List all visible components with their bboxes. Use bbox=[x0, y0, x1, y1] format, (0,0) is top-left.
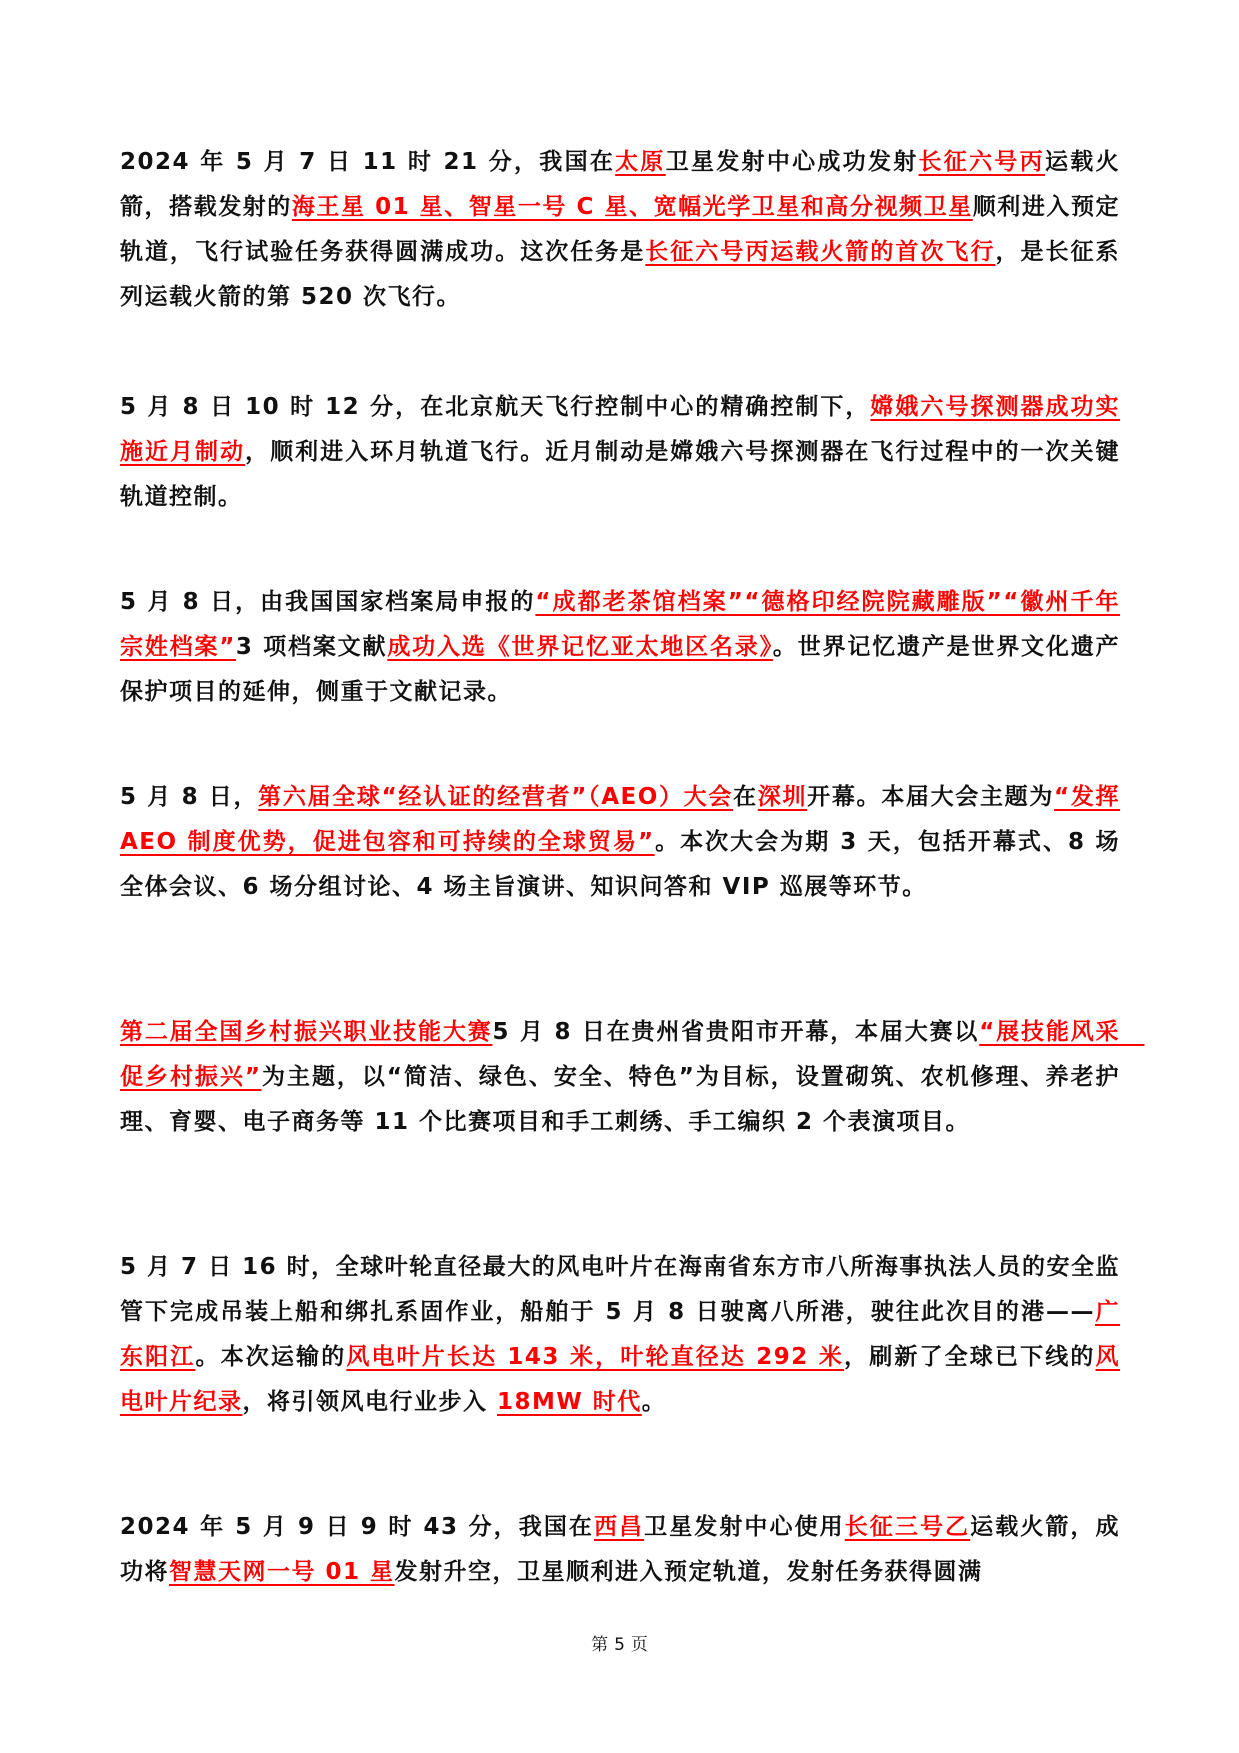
body-text: 。世界记忆遗产是世界文化遗产保护项目的延伸，侧重于文献记录。 bbox=[120, 634, 1121, 705]
body-text: 2024 年 5 月 9 日 9 时 43 分，我国在 bbox=[120, 1514, 594, 1540]
body-text: 在 bbox=[733, 784, 758, 810]
body-text: 。本次大会为期 3 天，包括开幕式、8 场全体会议、6 场分组讨论、4 场主旨演讲、知识问答和 VIP 巡展等环节。 bbox=[120, 829, 1120, 900]
paragraph-changzheng6c-launch bbox=[120, 140, 1120, 320]
highlighted-keyphrase: 深圳 bbox=[757, 784, 808, 810]
body-text: 。本次运输的 bbox=[195, 1344, 347, 1370]
highlighted-keyphrase: 智慧天网一号 01 星 bbox=[169, 1559, 395, 1585]
body-text: ，是长征系列运载火箭的第 520 次飞行。 bbox=[120, 239, 1121, 310]
paragraph-zhihui-tianwang-launch bbox=[120, 1505, 1120, 1595]
body-text: ，刷新了全球已下线的 bbox=[844, 1344, 1096, 1370]
highlighted-keyphrase: 海王星 01 星、智星一号 C 星、宽幅光学卫星和高分视频卫星 bbox=[291, 194, 973, 220]
paragraph-aeo-conference bbox=[120, 775, 1120, 910]
highlighted-keyphrase: 第二届全国乡村振兴职业技能大赛 bbox=[120, 1019, 493, 1045]
highlighted-keyphrase: 风电叶片长达 143 米，叶轮直径达 292 米 bbox=[346, 1344, 845, 1370]
paragraph-change6-braking bbox=[120, 385, 1120, 520]
body-text: 2024 年 5 月 7 日 11 时 21 分，我国在 bbox=[120, 149, 616, 175]
page-label-prefix: 第 bbox=[591, 1635, 609, 1655]
body-text: ，顺利进入环月轨道飞行。近月制动是嫦娥六号探测器在飞行过程中的一次关键轨道控制。 bbox=[120, 439, 1121, 510]
highlighted-keyphrase: 第六届全球“经认证的经营者”（AEO）大会 bbox=[258, 784, 734, 810]
page-label-suffix: 页 bbox=[630, 1635, 648, 1655]
highlighted-keyphrase: 长征六号丙运载火箭的首次飞行 bbox=[645, 239, 996, 265]
body-text: 5 月 8 日，由我国国家档案局申报的 bbox=[120, 589, 536, 615]
body-text: 5 月 7 日 16 时，全球叶轮直径最大的风电叶片在海南省东方市八所海事执法人员的安全监管下完成吊装上船和绑扎系固作业，船舶于 5 月 8 日驶离八所港，驶往此次目的港—— bbox=[120, 1254, 1120, 1325]
highlighted-keyphrase: 西昌 bbox=[593, 1514, 645, 1540]
highlighted-keyphrase: 长征六号丙 bbox=[918, 149, 1045, 175]
highlighted-keyphrase: 风电叶片纪录 bbox=[120, 1344, 1121, 1415]
body-text: 开幕。本届大会主题为 bbox=[807, 784, 1055, 810]
highlighted-keyphrase: 长征三号乙 bbox=[844, 1514, 971, 1540]
page-number: 5 bbox=[614, 1635, 625, 1655]
paragraph-rural-skills-contest bbox=[120, 1010, 1145, 1145]
body-text: 3 项档案文献 bbox=[235, 634, 388, 660]
body-text: ，将引领风电行业步入 bbox=[242, 1389, 498, 1415]
highlighted-keyphrase: “发挥 AEO 制度优势，促进包容和可持续的全球贸易” bbox=[120, 784, 1121, 855]
highlighted-keyphrase: 广东阳江 bbox=[120, 1299, 1120, 1370]
body-text: 卫星发射中心成功发射 bbox=[665, 149, 919, 175]
highlighted-keyphrase: 成功入选《世界记忆亚太地区名录》 bbox=[387, 634, 773, 660]
body-text: 5 月 8 日 10 时 12 分，在北京航天飞行控制中心的精确控制下， bbox=[120, 394, 871, 420]
body-text: 卫星发射中心使用 bbox=[644, 1514, 845, 1540]
highlighted-keyphrase: 18MW 时代 bbox=[497, 1389, 642, 1415]
body-text: 顺利进入预定轨道，飞行试验任务获得圆满成功。这次任务是 bbox=[120, 194, 1121, 265]
highlighted-keyphrase: “展技能风采 促乡村振兴” bbox=[120, 1019, 1145, 1090]
body-text: 运载火箭，搭载发射的 bbox=[120, 149, 1120, 220]
highlighted-keyphrase: 太原 bbox=[615, 149, 666, 175]
body-text: 。 bbox=[641, 1389, 667, 1415]
highlighted-keyphrase: “成都老茶馆档案”“德格印经院院藏雕版”“徽州千年宗姓档案” bbox=[120, 589, 1120, 660]
paragraph-wind-turbine-blade bbox=[120, 1245, 1120, 1425]
body-text: 为主题，以“简洁、绿色、安全、特色”为目标，设置砌筑、农机修理、养老护理、育婴、电子商务等 11 个比赛项目和手工刺绣、手工编织 2 个表演项目。 bbox=[120, 1064, 1120, 1135]
body-text: 5 月 8 日在贵州省贵阳市开幕，本届大赛以 bbox=[492, 1019, 980, 1045]
body-text: 运载火箭，成功将 bbox=[120, 1514, 1121, 1585]
highlighted-keyphrase: 嫦娥六号探测器成功实施近月制动 bbox=[120, 394, 1121, 465]
page-footer bbox=[0, 1630, 1239, 1655]
body-text: 发射升空，卫星顺利进入预定轨道，发射任务获得圆满 bbox=[394, 1559, 983, 1585]
body-text: 5 月 8 日， bbox=[120, 784, 259, 810]
paragraph-memory-of-world bbox=[120, 580, 1120, 715]
